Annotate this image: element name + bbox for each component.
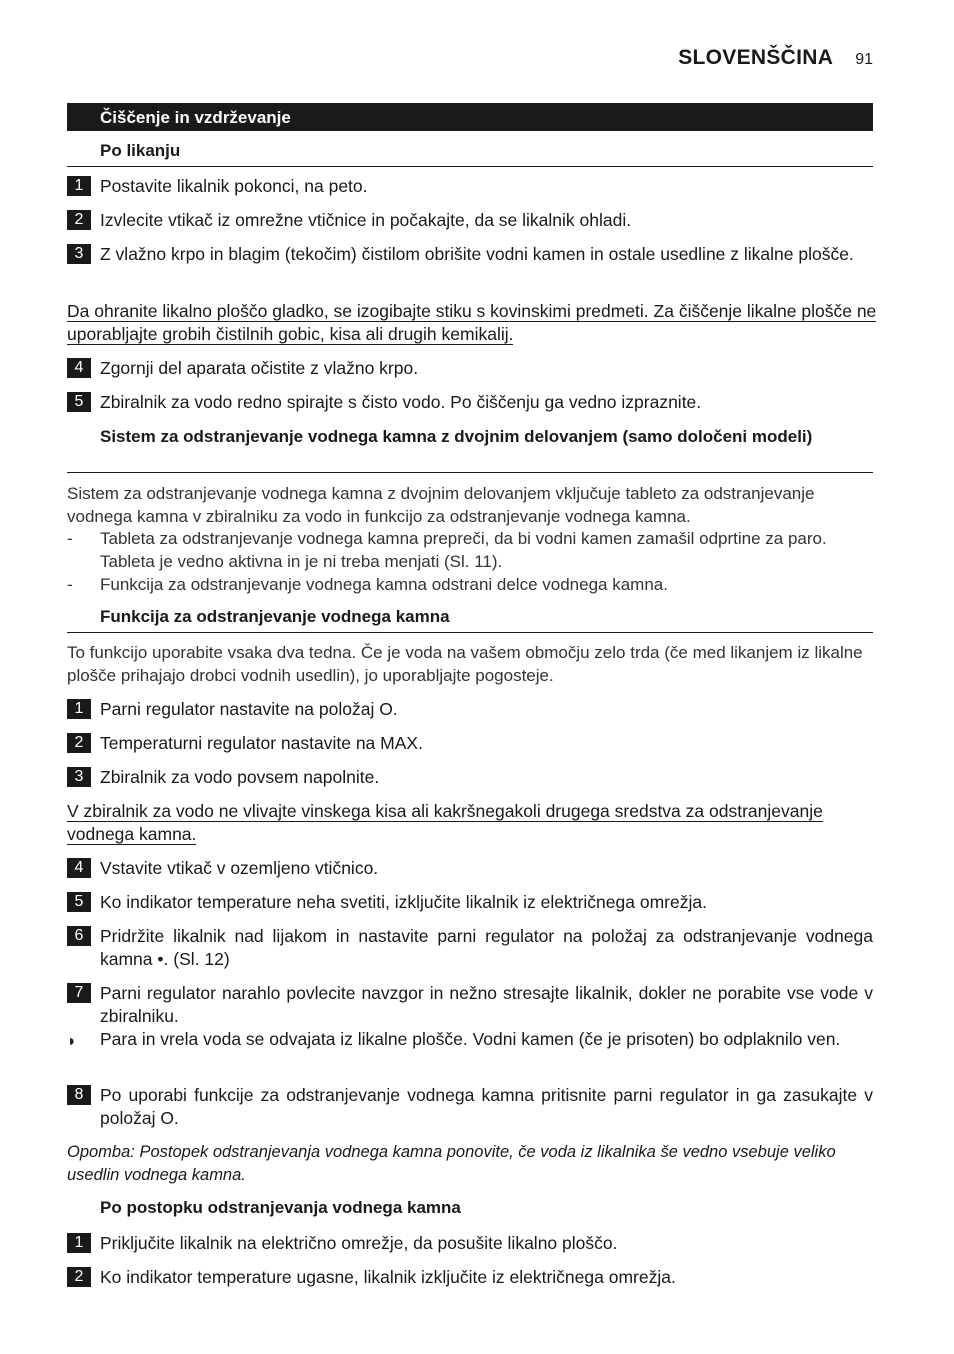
list-item: - Funkcija za odstranjevanje vodnega kamna odstrani delce vodnega kamna. [67,575,668,594]
step-item: 2 Temperaturni regulator nastavite na MAX. [67,732,873,755]
list-item: - Tableta za odstranjevanje vodnega kamna prepreči, da bi vodni kamen zamašil odprtine za paro. Tableta je vedno aktivna in je ni treba menjati (Sl. 11). [67,529,827,571]
page-header [678,46,873,76]
language-label: SLOVENŠČINA [678,46,834,69]
step-item: 3 Zbiralnik za vodo povsem napolnite. [67,766,873,789]
subheading-after-ironing: Po likanju [67,141,873,167]
step-item: 7 Parni regulator narahlo povlecite navzgor in nežno stresajte likalnik, dokler ne porabite vse vode v zbiralniku. [67,982,873,1028]
result-item: ◗ Para in vrela voda se odvajata iz likalne plošče. Vodni kamen (če je prisoten) bo odplaknilo ven. [67,1028,873,1051]
section-title: Čiščenje in vzdrževanje [100,108,291,127]
subheading-after-descaling: Po postopku odstranjevanja vodnega kamna [100,1198,461,1217]
step-item: 8 Po uporabi funkcije za odstranjevanje vodnega kamna pritisnite parni regulator in ga zasukajte v položaj O. [67,1084,873,1130]
warning-text: V zbiralnik za vodo ne vlivajte vinskega kisa ali kakršnegakoli drugega sredstva za odstranjevanje vodnega kamna. [67,801,823,844]
step-item: 4 Zgornji del aparata očistite z vlažno krpo. [67,357,873,380]
step-item: 1 Postavite likalnik pokonci, na peto. [67,175,873,198]
step-item: 1 Parni regulator nastavite na položaj O. [67,698,873,721]
step-item: 5 Ko indikator temperature neha svetiti, izključite likalnik iz električnega omrežja. [67,891,873,914]
step-item: 3 Z vlažno krpo in blagim (tekočim) čistilom obrišite vodni kamen in ostale usedline z likalne plošče. [67,243,873,266]
subheading-descaling-function: Funkcija za odstranjevanje vodnega kamna [67,607,873,633]
page-number: 91 [855,51,873,68]
paragraph: To funkcijo uporabite vsaka dva tedna. Če je voda na vašem območju zelo trda (če med likanjem iz likalne plošče prihajajo drobci vodnih usedlin), jo uporabljajte pogosteje. [67,643,863,685]
warning-text: Da ohranite likalno ploščo gladko, se izogibajte stiku s kovinskimi predmeti. Za čiščenje likalne plošče ne uporabljajte grobih čistilnih gobic, kisa ali drugih kemikalij. [67,301,877,344]
subheading-descaling-system: Sistem za odstranjevanje vodnega kamna z dvojnim delovanjem (samo določeni modeli) [67,425,873,473]
step-item: 2 Ko indikator temperature ugasne, likalnik izključite iz električnega omrežja. [67,1266,873,1289]
paragraph: Sistem za odstranjevanje vodnega kamna z dvojnim delovanjem vključuje tableto za odstranjevanje vodnega kamna v zbiralniku za vodo in funkcijo za odstranjevanje vodnega kamna. [67,484,815,526]
step-item: 5 Zbiralnik za vodo redno spirajte s čisto vodo. Po čiščenju ga vedno izpraznite. [67,391,873,414]
step-item: 2 Izvlecite vtikač iz omrežne vtičnice in počakajte, da se likalnik ohladi. [67,209,873,232]
step-item: 1 Priključite likalnik na električno omrežje, da posušite likalno ploščo. [67,1232,873,1255]
step-item: 6 Pridržite likalnik nad lijakom in nastavite parni regulator na položaj za odstranjevanje vodnega kamna •. (Sl. 12) [67,925,873,971]
result-arrow-icon: ◗ [67,1033,77,1050]
section-title-bar [67,103,873,131]
step-item: 4 Vstavite vtikač v ozemljeno vtičnico. [67,857,873,880]
note-text: Opomba: Postopek odstranjevanja vodnega kamna ponovite, če voda iz likalnika še vedno vsebuje veliko usedlin vodnega kamna. [67,1143,836,1184]
